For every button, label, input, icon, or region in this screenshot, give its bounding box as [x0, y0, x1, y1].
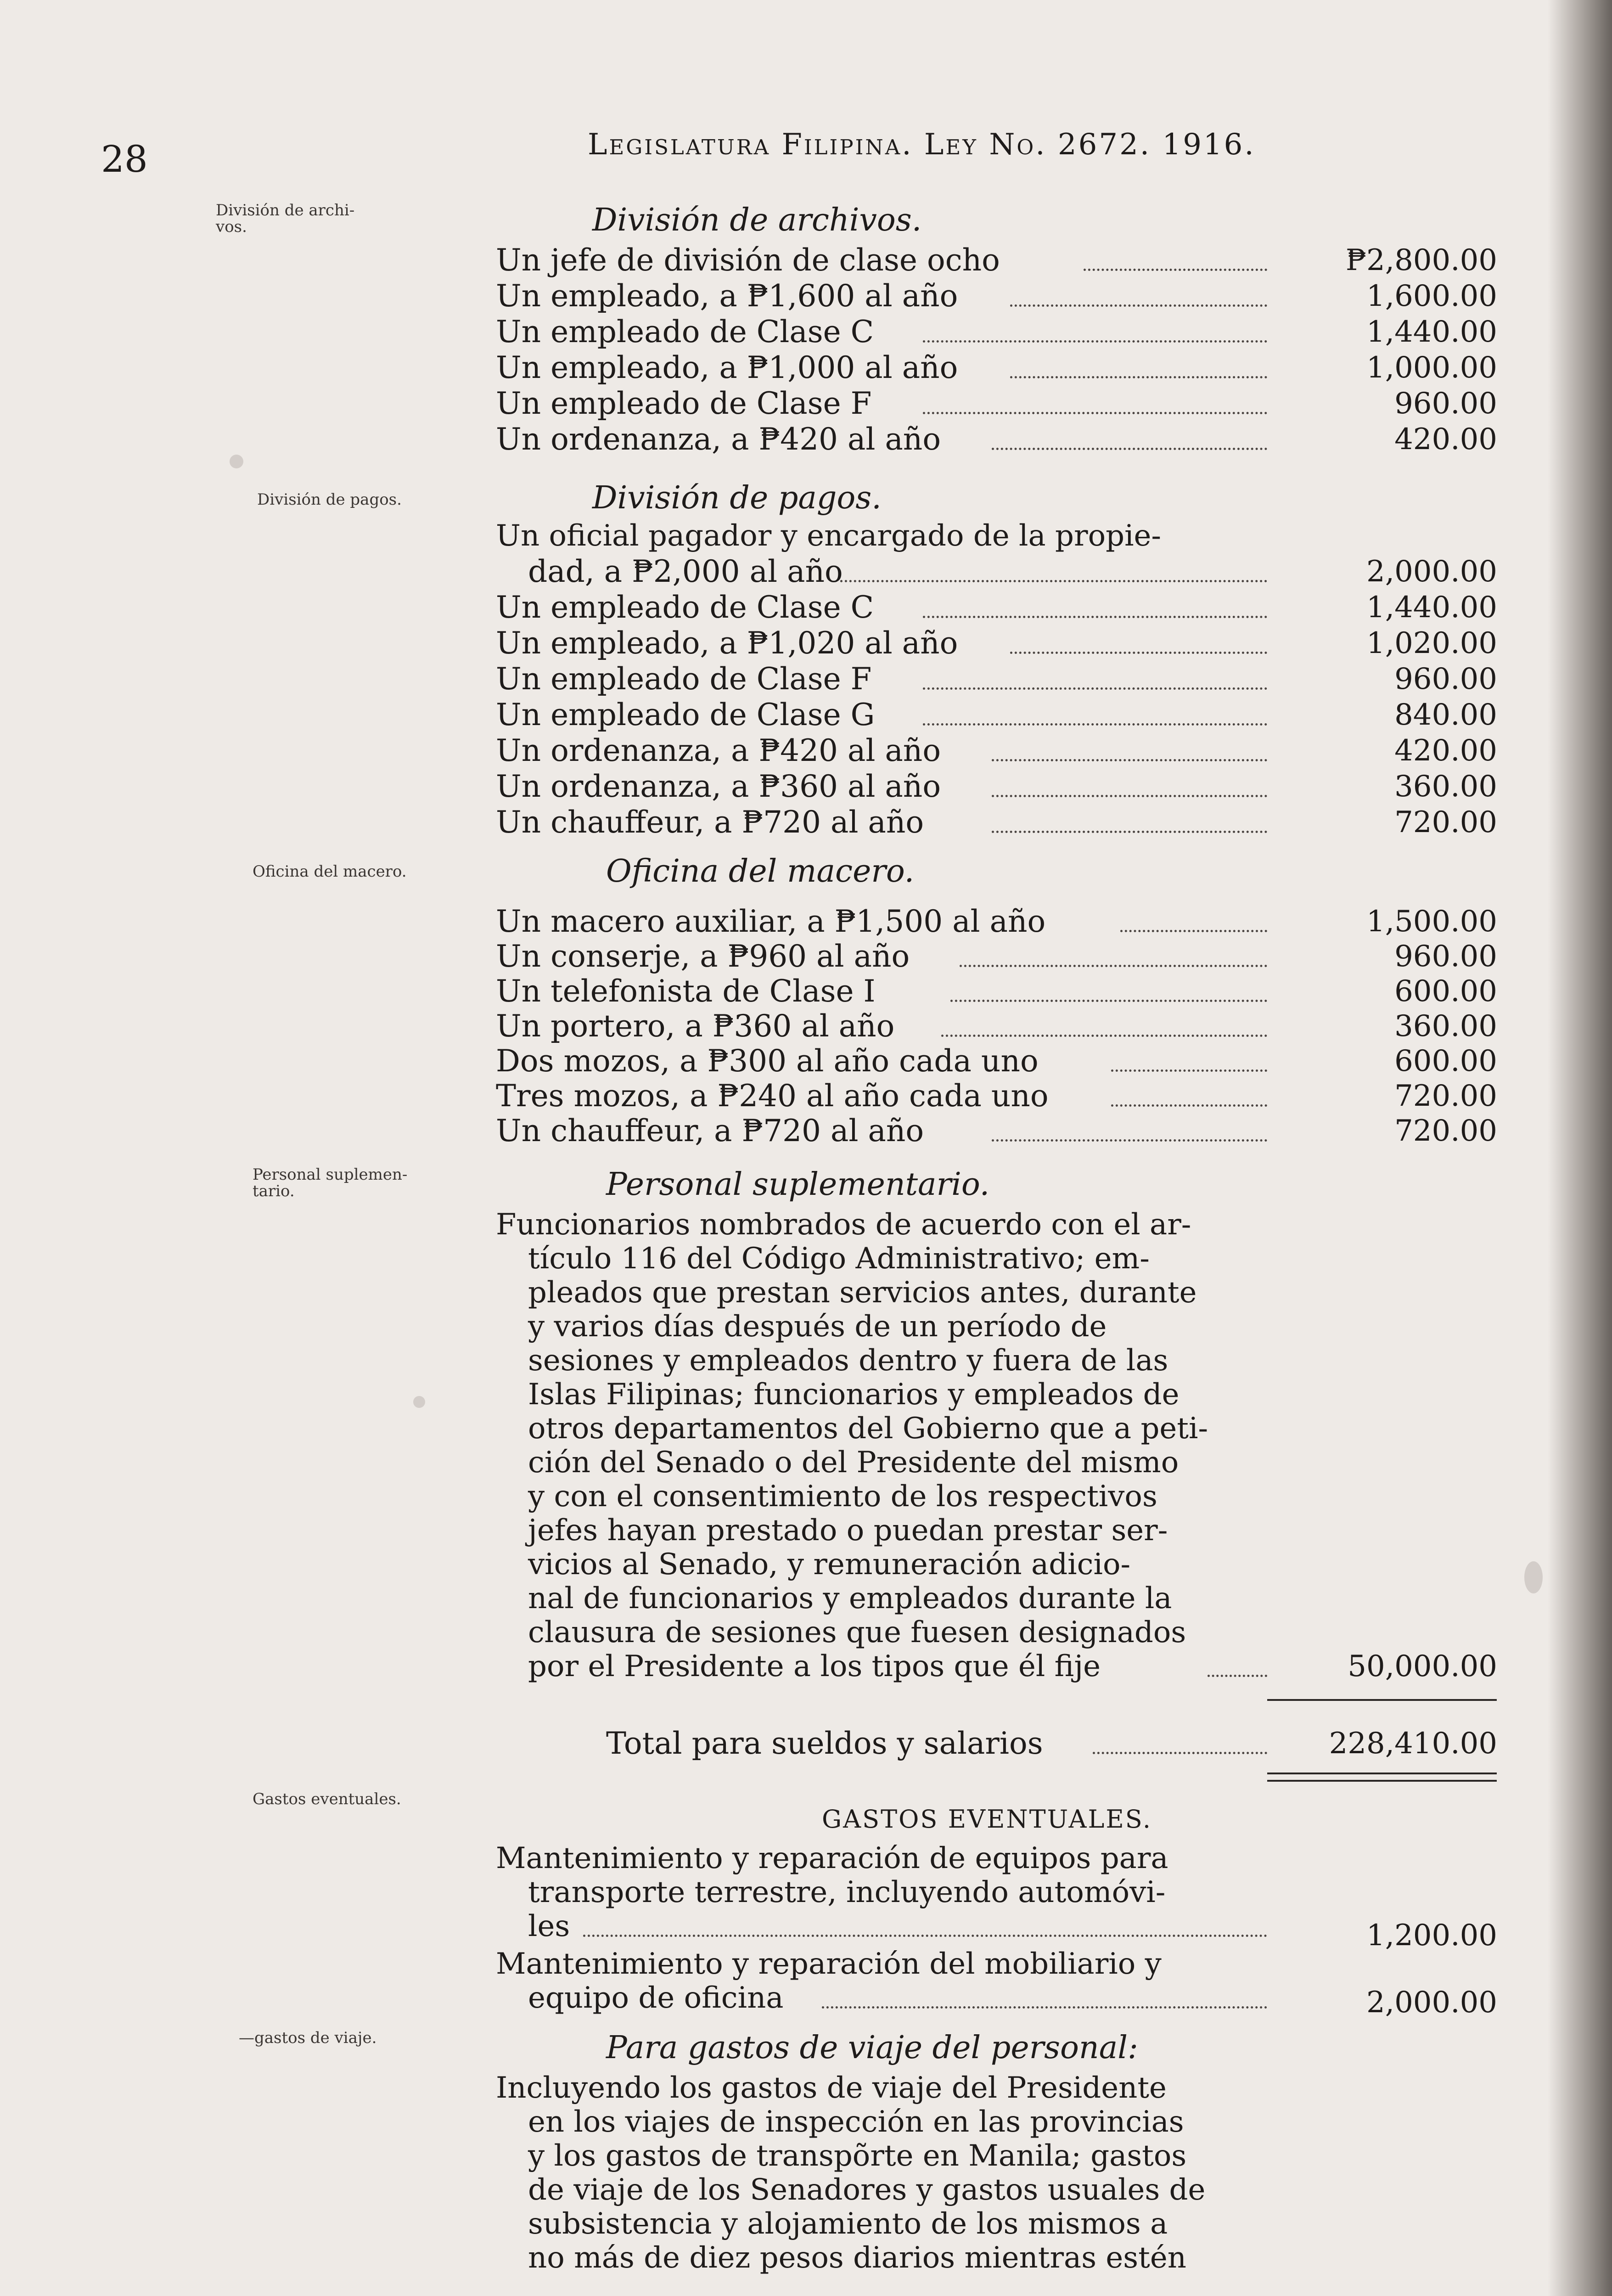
entry-amount: 960.00	[1394, 387, 1497, 421]
margin-note-viaje: —gastos de viaje.	[239, 2029, 377, 2047]
entry-label: Un ordenanza, a ₱420 al año	[496, 733, 941, 768]
ledger-entry	[496, 279, 1267, 316]
paragraph-line: subsistencia y alojamiento de los mismos a	[528, 2207, 1168, 2241]
entry-amount: 720.00	[1394, 1079, 1497, 1113]
entry-label: equipo de oficina	[528, 1981, 784, 2015]
entry-label: Un macero auxiliar, a ₱1,500 al año	[496, 904, 1046, 939]
margin-note-archivos: División de archi- vos.	[216, 201, 355, 236]
ledger-entry	[496, 974, 1267, 1011]
entry-label: Un empleado, a ₱1,020 al año	[496, 625, 958, 661]
dot-leader	[1010, 374, 1267, 378]
margin-note-pagos: División de pagos.	[257, 490, 402, 509]
ledger-entry	[496, 626, 1267, 663]
dot-leader	[1111, 1103, 1267, 1107]
entry-amount: 1,600.00	[1366, 279, 1497, 313]
entry-label: dad, a ₱2,000 al año	[528, 554, 843, 589]
entry-label: Un portero, a ₱360 al año	[496, 1008, 895, 1044]
paragraph-line: y con el consentimiento de los respectivos	[528, 1480, 1157, 1514]
paragraph-line: vicios al Senado, y remuneración adicio-	[528, 1548, 1131, 1581]
smudge	[1524, 1561, 1543, 1593]
dot-leader	[923, 410, 1267, 414]
ledger-entry	[496, 1044, 1267, 1081]
ledger-entry	[496, 1079, 1267, 1116]
margin-note-suplementario: Personal suplemen- tario.	[253, 1165, 408, 1200]
ledger-entry	[496, 315, 1267, 352]
paragraph-line: Incluyendo los gastos de viaje del Presidente	[496, 2071, 1167, 2105]
entry-label: les	[528, 1909, 570, 1943]
margin-note-macero: Oficina del macero.	[253, 862, 407, 881]
ledger-entry	[496, 905, 1267, 941]
dot-leader	[1208, 1673, 1267, 1677]
entry-amount: 1,500.00	[1366, 905, 1497, 939]
dot-leader	[992, 1137, 1267, 1142]
running-head: Legislatura Filipina. Ley No. 2672. 1916.	[588, 128, 1256, 162]
page-number: 28	[101, 138, 148, 180]
paragraph-line: otros departamentos del Gobierno que a peti-	[528, 1412, 1208, 1446]
dot-leader	[1010, 650, 1267, 654]
section-heading-viaje: Para gastos de viaje del personal:	[606, 2030, 1138, 2066]
entry-label: Un chauffeur, a ₱720 al año	[496, 1113, 924, 1148]
dot-leader	[822, 2004, 1267, 2009]
entry-amount: 1,440.00	[1366, 315, 1497, 349]
entry-amount: ₱2,800.00	[1345, 243, 1497, 277]
entry-amount: 2,000.00	[1366, 1986, 1497, 2020]
total-rule	[1267, 1699, 1497, 1701]
entry-label: Un empleado de Clase C	[496, 590, 874, 625]
entry-label: Tres mozos, a ₱240 al año cada uno	[496, 1078, 1049, 1114]
ledger-entry	[496, 662, 1267, 699]
entry-label: Un empleado de Clase C	[496, 314, 874, 349]
paragraph-line: sesiones y empleados dentro y fuera de las	[528, 1344, 1168, 1378]
dot-leader	[1093, 1750, 1267, 1754]
entry-label: Un ordenanza, a ₱360 al año	[496, 769, 941, 804]
ledger-entry	[496, 422, 1267, 459]
entry-amount: 1,200.00	[1366, 1919, 1497, 1953]
dot-leader	[1120, 928, 1267, 932]
smudge	[230, 455, 243, 468]
ledger-entry	[496, 940, 1267, 976]
dot-leader	[992, 829, 1267, 833]
dot-leader	[1010, 303, 1267, 307]
section-heading-archivos: División de archivos.	[592, 202, 922, 238]
entry-label: Un telefonista de Clase I	[496, 974, 876, 1009]
paragraph-line: jefes hayan prestado o puedan prestar ser-	[528, 1514, 1168, 1548]
entry-label: Un empleado de Clase F	[496, 386, 872, 421]
ledger-entry	[496, 1009, 1267, 1046]
page-edge-shadow	[1548, 0, 1612, 2296]
entry-amount: 2,000.00	[1366, 555, 1497, 589]
double-rule	[1267, 1773, 1497, 1774]
entry-amount: 1,440.00	[1366, 591, 1497, 625]
section-heading-pagos: División de pagos.	[592, 480, 882, 516]
paragraph-line: de viaje de los Senadores y gastos usuales de	[528, 2173, 1206, 2207]
dot-leader	[960, 963, 1267, 967]
entry-amount: 840.00	[1394, 698, 1497, 732]
ledger-entry	[496, 805, 1267, 842]
total-label: Total para sueldos y salarios	[606, 1726, 1043, 1761]
paragraph-line: transporte terrestre, incluyendo automóvi-	[528, 1875, 1166, 1909]
section-heading-suplementario: Personal suplementario.	[606, 1166, 990, 1203]
paragraph-line: y varios días después de un período de	[528, 1310, 1107, 1344]
dot-leader	[1084, 267, 1267, 271]
ledger-entry	[496, 243, 1267, 280]
paragraph-line: Islas Filipinas; funcionarios y empleados de	[528, 1378, 1180, 1412]
entry-label: Dos mozos, a ₱300 al año cada uno	[496, 1043, 1039, 1079]
dot-leader	[923, 338, 1267, 343]
entry-label: Un jefe de división de clase ocho	[496, 242, 1000, 278]
dot-leader	[950, 998, 1267, 1002]
entry-amount: 420.00	[1394, 422, 1497, 456]
ledger-entry	[496, 387, 1267, 423]
entry-amount: 960.00	[1394, 940, 1497, 974]
ledger-entry	[528, 1981, 1267, 2018]
dot-leader	[992, 793, 1267, 797]
entry-label: Un conserje, a ₱960 al año	[496, 939, 910, 974]
entry-first-line: Un oficial pagador y encargado de la propie-	[496, 519, 1162, 553]
paragraph-line: clausura de sesiones que fuesen designados	[528, 1615, 1186, 1649]
section-heading-eventuales: GASTOS EVENTUALES.	[822, 1805, 1152, 1834]
paragraph-line: pleados que prestan servicios antes, durante	[528, 1276, 1197, 1310]
entry-label: Un empleado, a ₱1,600 al año	[496, 278, 958, 314]
entry-amount: 600.00	[1394, 974, 1497, 1008]
entry-label: por el Presidente a los tipos que él fije	[528, 1649, 1101, 1683]
dot-leader	[840, 578, 1267, 582]
section-heading-macero: Oficina del macero.	[606, 853, 915, 889]
dot-leader	[992, 757, 1267, 761]
dot-leader	[992, 446, 1267, 450]
dot-leader	[923, 614, 1267, 618]
ledger-entry	[528, 1909, 1267, 1946]
total-amount: 228,410.00	[1329, 1727, 1497, 1761]
entry-amount: 360.00	[1394, 1009, 1497, 1043]
ledger-entry	[528, 1649, 1267, 1686]
entry-label: Un empleado de Clase G	[496, 697, 875, 732]
entry-amount: 1,000.00	[1366, 351, 1497, 385]
entry-label: Un empleado, a ₱1,000 al año	[496, 350, 958, 385]
entry-amount: 420.00	[1394, 734, 1497, 768]
paragraph-line: Mantenimiento y reparación de equipos para	[496, 1841, 1168, 1875]
dot-leader	[923, 686, 1267, 690]
margin-note-eventuales: Gastos eventuales.	[253, 1790, 401, 1808]
dot-leader	[583, 1933, 1267, 1937]
ledger-entry	[496, 698, 1267, 735]
ledger-entry	[496, 351, 1267, 388]
paragraph-line: no más de diez pesos diarios mientras estén	[528, 2241, 1186, 2275]
entry-amount: 360.00	[1394, 770, 1497, 804]
ledger-entry	[528, 555, 1267, 591]
entry-amount: 720.00	[1394, 1114, 1497, 1148]
paragraph-line: en los viajes de inspección en las provincias	[528, 2105, 1184, 2139]
entry-label: Un empleado de Clase F	[496, 661, 872, 697]
ledger-entry	[496, 770, 1267, 806]
entry-amount: 1,020.00	[1366, 626, 1497, 660]
ledger-entry	[496, 591, 1267, 627]
entry-amount: 960.00	[1394, 662, 1497, 696]
dot-leader	[1111, 1068, 1267, 1072]
entry-amount: 720.00	[1394, 805, 1497, 839]
paragraph-line: Funcionarios nombrados de acuerdo con el ar-	[496, 1208, 1191, 1242]
paragraph-line: nal de funcionarios y empleados durante la	[528, 1581, 1172, 1615]
entry-label: Un chauffeur, a ₱720 al año	[496, 805, 924, 840]
ledger-entry	[496, 1114, 1267, 1151]
entry-label: Un ordenanza, a ₱420 al año	[496, 422, 941, 457]
entry-amount: 50,000.00	[1348, 1649, 1497, 1683]
smudge	[413, 1396, 425, 1408]
dot-leader	[941, 1033, 1267, 1037]
dot-leader	[923, 721, 1267, 726]
double-rule	[1267, 1780, 1497, 1782]
paragraph-line: Mantenimiento y reparación del mobiliario y	[496, 1947, 1162, 1981]
total-row	[606, 1727, 1267, 1763]
paragraph-line: ción del Senado o del Presidente del mismo	[528, 1446, 1179, 1480]
entry-amount: 600.00	[1394, 1044, 1497, 1078]
paragraph-line: tículo 116 del Código Administrativo; em-	[528, 1242, 1150, 1276]
ledger-entry	[496, 734, 1267, 771]
paragraph-line: y los gastos de transpõrte en Manila; gastos	[528, 2139, 1187, 2173]
